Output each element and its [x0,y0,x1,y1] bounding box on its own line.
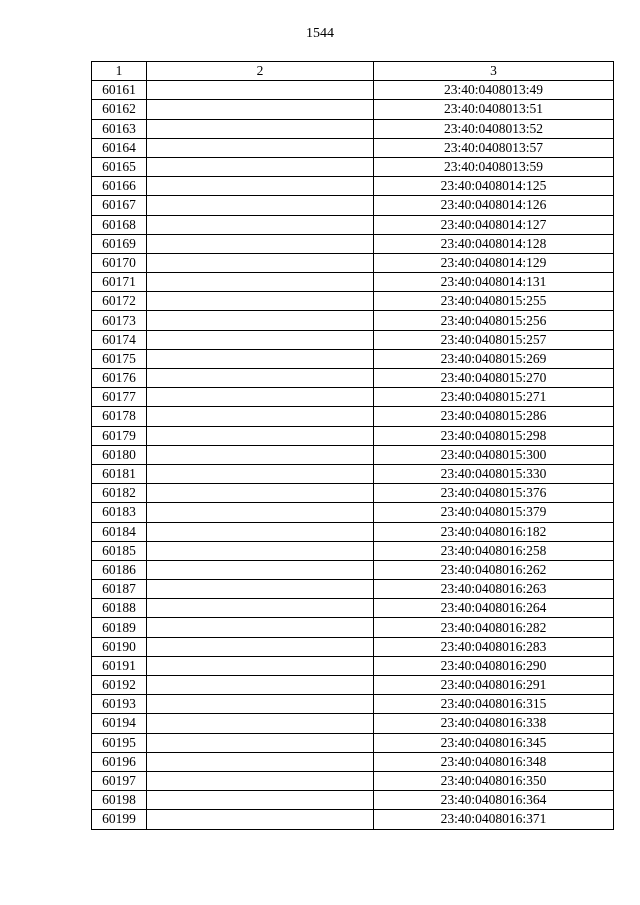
table-cell-col-1: 60164 [92,138,147,157]
table-cell-col-2 [147,637,374,656]
table-row [92,714,614,733]
table-cell-col-3: 23:40:0408016:338 [374,714,614,733]
table-row [92,138,614,157]
table-cell-col-1: 60179 [92,426,147,445]
table-row [92,100,614,119]
table-cell-col-2 [147,618,374,637]
table-row [92,618,614,637]
table-cell-col-2 [147,733,374,752]
table-cell-col-1: 60173 [92,311,147,330]
table-row [92,388,614,407]
table-cell-col-1: 60178 [92,407,147,426]
table-cell-col-3: 23:40:0408015:255 [374,292,614,311]
column-header-1: 1 [92,62,147,81]
table-cell-col-1: 60182 [92,484,147,503]
table-row [92,369,614,388]
table-cell-col-2 [147,292,374,311]
table-row [92,580,614,599]
table-cell-col-2 [147,407,374,426]
table-cell-col-1: 60161 [92,81,147,100]
table-cell-col-3: 23:40:0408015:300 [374,445,614,464]
table-cell-col-3: 23:40:0408016:371 [374,810,614,829]
table-header-row [92,62,614,81]
table-row [92,157,614,176]
table-cell-col-2 [147,599,374,618]
table-cell-col-3: 23:40:0408014:125 [374,177,614,196]
table-cell-col-2 [147,676,374,695]
table-cell-col-1: 60170 [92,253,147,272]
table-row [92,292,614,311]
table-cell-col-3: 23:40:0408015:269 [374,349,614,368]
table-cell-col-3: 23:40:0408013:59 [374,157,614,176]
table-cell-col-1: 60181 [92,464,147,483]
table-cell-col-3: 23:40:0408015:256 [374,311,614,330]
table-row [92,273,614,292]
table-row [92,407,614,426]
table-cell-col-1: 60192 [92,676,147,695]
table-row [92,637,614,656]
table-cell-col-2 [147,560,374,579]
table-row [92,349,614,368]
table-cell-col-1: 60163 [92,119,147,138]
table-row [92,771,614,790]
table-cell-col-2 [147,215,374,234]
table-cell-col-1: 60176 [92,369,147,388]
table-cell-col-1: 60175 [92,349,147,368]
table-cell-col-1: 60188 [92,599,147,618]
table-cell-col-2 [147,273,374,292]
table-cell-col-3: 23:40:0408015:376 [374,484,614,503]
table-cell-col-1: 60168 [92,215,147,234]
table-cell-col-3: 23:40:0408016:290 [374,656,614,675]
table-cell-col-1: 60169 [92,234,147,253]
table-row [92,119,614,138]
table-cell-col-1: 60171 [92,273,147,292]
table-cell-col-3: 23:40:0408015:270 [374,369,614,388]
table-cell-col-2 [147,752,374,771]
table-cell-col-3: 23:40:0408014:126 [374,196,614,215]
table-row [92,253,614,272]
table-cell-col-3: 23:40:0408013:51 [374,100,614,119]
table-row [92,522,614,541]
table-cell-col-2 [147,445,374,464]
table-cell-col-3: 23:40:0408016:258 [374,541,614,560]
table-cell-col-3: 23:40:0408014:128 [374,234,614,253]
table-cell-col-3: 23:40:0408016:283 [374,637,614,656]
table-row [92,656,614,675]
table-cell-col-1: 60185 [92,541,147,560]
table-cell-col-2 [147,388,374,407]
table-row [92,560,614,579]
table-cell-col-3: 23:40:0408015:286 [374,407,614,426]
table-cell-col-2 [147,138,374,157]
table-cell-col-1: 60196 [92,752,147,771]
table-cell-col-1: 60195 [92,733,147,752]
table-row [92,234,614,253]
table-cell-col-3: 23:40:0408014:127 [374,215,614,234]
table-row [92,445,614,464]
table-cell-col-3: 23:40:0408016:263 [374,580,614,599]
table-cell-col-3: 23:40:0408014:131 [374,273,614,292]
table-cell-col-3: 23:40:0408015:379 [374,503,614,522]
table-cell-col-3: 23:40:0408016:182 [374,522,614,541]
table-cell-col-1: 60199 [92,810,147,829]
table-cell-col-2 [147,714,374,733]
table-cell-col-2 [147,464,374,483]
column-header-3: 3 [374,62,614,81]
table-cell-col-2 [147,196,374,215]
table-cell-col-2 [147,791,374,810]
table-cell-col-3: 23:40:0408016:264 [374,599,614,618]
table-row [92,311,614,330]
table-cell-col-1: 60166 [92,177,147,196]
table-cell-col-1: 60197 [92,771,147,790]
table-cell-col-1: 60190 [92,637,147,656]
table-cell-col-2 [147,369,374,388]
table-cell-col-1: 60186 [92,560,147,579]
table-row [92,215,614,234]
table-cell-col-3: 23:40:0408016:315 [374,695,614,714]
table-cell-col-2 [147,580,374,599]
table-cell-col-2 [147,503,374,522]
table-cell-col-2 [147,177,374,196]
table-row [92,541,614,560]
table-cell-col-2 [147,234,374,253]
table-cell-col-2 [147,656,374,675]
table-cell-col-3: 23:40:0408016:348 [374,752,614,771]
table-cell-col-1: 60184 [92,522,147,541]
table-cell-col-2 [147,119,374,138]
registry-table [91,61,614,830]
table-cell-col-1: 60180 [92,445,147,464]
table-row [92,464,614,483]
table-cell-col-3: 23:40:0408016:291 [374,676,614,695]
table-cell-col-2 [147,81,374,100]
table-row [92,810,614,829]
table-cell-col-1: 60174 [92,330,147,349]
table-cell-col-3: 23:40:0408015:330 [374,464,614,483]
table-cell-col-1: 60172 [92,292,147,311]
table-cell-col-3: 23:40:0408014:129 [374,253,614,272]
table-cell-col-3: 23:40:0408013:49 [374,81,614,100]
table-row [92,503,614,522]
table-cell-col-3: 23:40:0408015:257 [374,330,614,349]
table-row [92,196,614,215]
table-row [92,791,614,810]
table-cell-col-3: 23:40:0408016:350 [374,771,614,790]
table-cell-col-2 [147,522,374,541]
table-cell-col-2 [147,330,374,349]
table-row [92,426,614,445]
table-cell-col-2 [147,311,374,330]
table-row [92,330,614,349]
column-header-2: 2 [147,62,374,81]
table-cell-col-3: 23:40:0408016:262 [374,560,614,579]
table-cell-col-1: 60189 [92,618,147,637]
table-row [92,81,614,100]
table-cell-col-3: 23:40:0408013:52 [374,119,614,138]
table-cell-col-2 [147,484,374,503]
table-body [92,81,614,829]
table-cell-col-3: 23:40:0408015:271 [374,388,614,407]
table-row [92,177,614,196]
table-cell-col-1: 60187 [92,580,147,599]
table-cell-col-3: 23:40:0408016:364 [374,791,614,810]
table-cell-col-2 [147,771,374,790]
table-cell-col-3: 23:40:0408016:282 [374,618,614,637]
table-cell-col-1: 60191 [92,656,147,675]
table-cell-col-1: 60177 [92,388,147,407]
table-row [92,695,614,714]
table-cell-col-1: 60167 [92,196,147,215]
table-cell-col-1: 60194 [92,714,147,733]
table-cell-col-2 [147,157,374,176]
table-cell-col-3: 23:40:0408013:57 [374,138,614,157]
table-cell-col-1: 60162 [92,100,147,119]
table-cell-col-2 [147,349,374,368]
table-row [92,599,614,618]
table-row [92,484,614,503]
table-cell-col-3: 23:40:0408015:298 [374,426,614,445]
table-row [92,733,614,752]
table-cell-col-1: 60183 [92,503,147,522]
table-row [92,752,614,771]
table-row [92,676,614,695]
table-cell-col-1: 60165 [92,157,147,176]
table-cell-col-2 [147,100,374,119]
table-cell-col-1: 60198 [92,791,147,810]
page-number: 1544 [306,26,334,41]
table-cell-col-3: 23:40:0408016:345 [374,733,614,752]
table-cell-col-2 [147,426,374,445]
table-cell-col-2 [147,695,374,714]
table-cell-col-2 [147,253,374,272]
table-cell-col-2 [147,810,374,829]
table-cell-col-1: 60193 [92,695,147,714]
table-cell-col-2 [147,541,374,560]
